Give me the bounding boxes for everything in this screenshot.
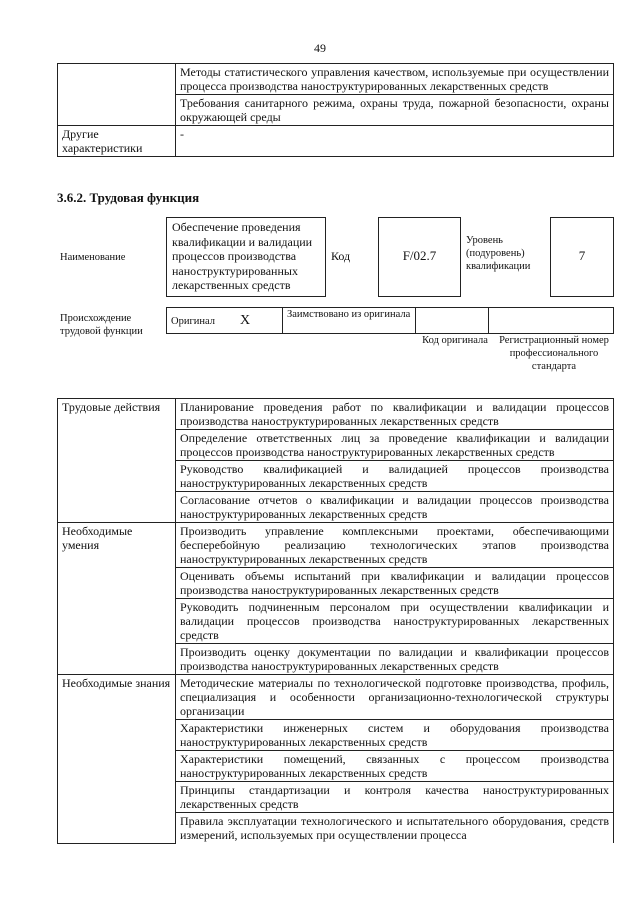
original-label: Оригинал (171, 316, 215, 327)
table-row (58, 126, 614, 157)
table-cell: Руководить подчиненным персоналом при осуществлении квалификации и валидации процессов производства наноструктурированных лекарственных средств (176, 599, 614, 644)
row-label (58, 64, 176, 126)
origin-label: Происхождение трудовой функции (60, 313, 143, 337)
name-label: Наименование (60, 252, 126, 263)
table-row (58, 675, 614, 720)
table-row (58, 399, 614, 430)
main-table (57, 398, 614, 844)
registration-caption: Регистрационный номер профессионального стандарта (499, 335, 609, 372)
original-cell (167, 308, 283, 334)
section-title: 3.6.2. Трудовая функция (57, 190, 200, 205)
name-value-box (166, 217, 326, 297)
level-value-box (550, 217, 614, 297)
registration-number-cell (489, 308, 614, 334)
group-label: Необходимые знания (58, 675, 176, 844)
row-label: Другие характеристики (58, 126, 176, 157)
code-value-box (378, 217, 461, 297)
table-cell: Характеристики инженерных систем и оборудования производства наноструктурированных лекарственных средств (176, 720, 614, 751)
table-row (58, 523, 614, 568)
top-table (57, 63, 614, 157)
table-cell: Методические материалы по технологической подготовке производства, профиль, специализация и особенности организационно-технологической структуры организации (176, 675, 614, 720)
level-label: Уровень (подуровень) квалификации (466, 235, 531, 272)
origin-table (166, 307, 614, 334)
table-cell: Методы статистического управления качеством, используемые при осуществлении процесса производства наноструктурированных лекарственных средств (176, 64, 614, 95)
code-caption: Код оригинала (422, 335, 488, 346)
table-row (58, 64, 614, 95)
table-cell: Определение ответственных лиц за проведение квалификации и валидации процессов производства наноструктурированных лекарственных средств (176, 430, 614, 461)
table-cell: Правила эксплуатации технологического и испытательного оборудования, средств измерений, используемых при осуществлении процесса (176, 813, 614, 844)
borrowed-label: Заимствовано из оригинала (283, 308, 416, 334)
page-number: 49 (314, 41, 326, 55)
table-cell: Принципы стандартизации и контроля качества наноструктурированных лекарственных средств (176, 782, 614, 813)
original-mark: X (240, 313, 251, 328)
table-cell: - (176, 126, 614, 157)
table-cell: Согласование отчетов о квалификации и валидации процессов производства наноструктурированных лекарственных средств (176, 492, 614, 523)
table-cell: Оценивать объемы испытаний при квалификации и валидации процессов производства наноструктурированных лекарственных средств (176, 568, 614, 599)
table-cell: Производить управление комплексными проектами, обеспечивающими бесперебойную реализацию технологических этапов производства наноструктурированных лекарственных средств (176, 523, 614, 568)
code-value: F/02.7 (402, 248, 437, 263)
code-label: Код (331, 249, 351, 263)
group-label: Необходимые умения (58, 523, 176, 675)
table-cell: Характеристики помещений, связанных с процессом производства наноструктурированных лекарственных средств (176, 751, 614, 782)
level-value: 7 (578, 248, 586, 263)
original-code-cell (416, 308, 489, 334)
group-label: Трудовые действия (58, 399, 176, 523)
table-cell: Руководство квалификацией и валидацией процессов производства наноструктурированных лекарственных средств (176, 461, 614, 492)
name-value: Обеспечение проведения квалификации и валидации процессов производства наноструктурированных лекарственных средств (172, 220, 313, 293)
table-cell: Требования санитарного режима, охраны труда, пожарной безопасности, охраны окружающей среды (176, 95, 614, 126)
table-cell: Планирование проведения работ по квалификации и валидации процессов производства наноструктурированных лекарственных средств (176, 399, 614, 430)
table-cell: Производить оценку документации по валидации и квалификации процессов производства наноструктурированных лекарственных средств (176, 644, 614, 675)
